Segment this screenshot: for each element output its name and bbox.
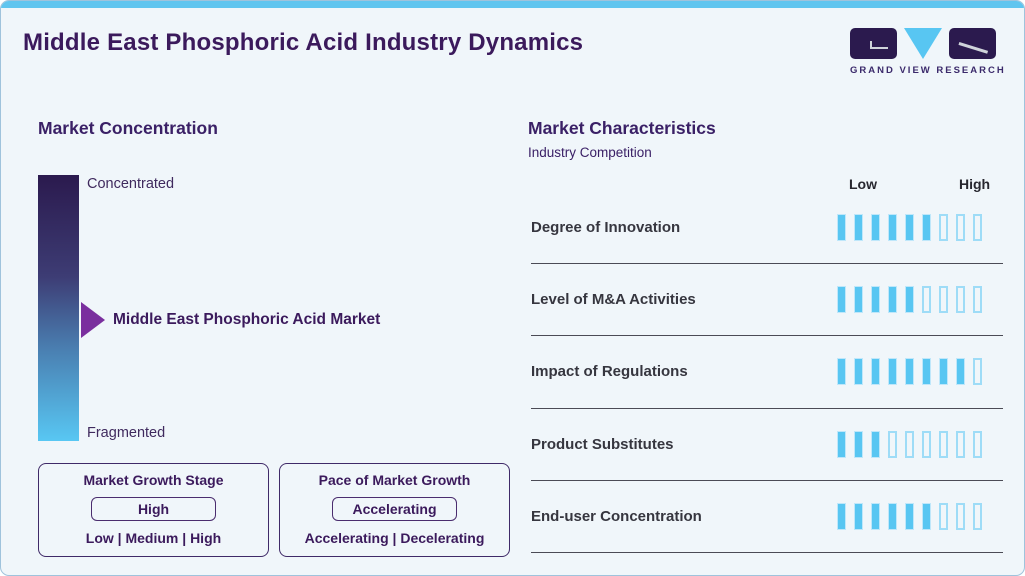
rating-ticks xyxy=(837,286,982,313)
characteristic-row xyxy=(531,336,1003,408)
rating-tick-filled xyxy=(888,358,897,385)
pace-of-growth-box xyxy=(279,463,510,557)
rating-tick-empty xyxy=(973,503,982,530)
rating-tick-filled xyxy=(854,286,863,313)
characteristic-row xyxy=(531,481,1003,553)
rating-tick-filled xyxy=(854,431,863,458)
growth-stage-options: Low | Medium | High xyxy=(85,530,222,546)
rating-tick-filled xyxy=(837,431,846,458)
concentration-gradient-bar xyxy=(38,175,79,441)
characteristic-label: Degree of Innovation xyxy=(531,219,681,237)
rating-tick-empty xyxy=(922,431,931,458)
rating-tick-empty xyxy=(922,286,931,313)
rating-tick-filled xyxy=(871,358,880,385)
rating-tick-filled xyxy=(956,358,965,385)
scale-low-label: Low xyxy=(849,176,877,192)
rating-tick-filled xyxy=(837,358,846,385)
scale-high-label: High xyxy=(959,176,991,192)
market-growth-stage-box xyxy=(38,463,269,557)
rating-ticks xyxy=(837,503,982,530)
rating-tick-filled xyxy=(854,503,863,530)
characteristic-label: Level of M&A Activities xyxy=(531,291,696,309)
fragmented-label: Fragmented xyxy=(87,425,166,441)
rating-ticks xyxy=(837,358,982,385)
rating-tick-filled xyxy=(837,286,846,313)
growth-stage-value: High xyxy=(91,497,216,521)
market-characteristics-heading: Market Characteristics xyxy=(528,118,716,138)
rating-tick-empty xyxy=(956,503,965,530)
rating-tick-filled xyxy=(905,286,914,313)
rating-tick-empty xyxy=(956,286,965,313)
rating-tick-filled xyxy=(922,358,931,385)
rating-tick-filled xyxy=(888,503,897,530)
rating-tick-filled xyxy=(871,503,880,530)
rating-tick-empty xyxy=(888,431,897,458)
characteristic-label: End-user Concentration xyxy=(531,507,702,525)
rating-tick-filled xyxy=(939,358,948,385)
rating-tick-empty xyxy=(956,431,965,458)
brand-logo xyxy=(850,28,1006,76)
characteristic-row xyxy=(531,264,1003,336)
rating-tick-filled xyxy=(905,358,914,385)
rating-tick-filled xyxy=(854,214,863,241)
rating-tick-filled xyxy=(905,503,914,530)
rating-ticks xyxy=(837,431,982,458)
rating-tick-empty xyxy=(939,214,948,241)
characteristic-label: Impact of Regulations xyxy=(531,363,688,381)
rating-tick-filled xyxy=(922,503,931,530)
characteristic-row xyxy=(531,409,1003,481)
characteristics-rows xyxy=(531,192,1003,553)
rating-tick-empty xyxy=(905,431,914,458)
logo-r-icon xyxy=(949,28,996,59)
rating-tick-empty xyxy=(973,358,982,385)
pace-title: Pace of Market Growth xyxy=(318,472,471,488)
rating-tick-filled xyxy=(922,214,931,241)
rating-tick-filled xyxy=(888,286,897,313)
rating-tick-filled xyxy=(871,431,880,458)
rating-tick-empty xyxy=(939,503,948,530)
market-concentration-heading: Market Concentration xyxy=(38,118,218,138)
rating-tick-empty xyxy=(939,431,948,458)
rating-tick-filled xyxy=(888,214,897,241)
pace-value: Accelerating xyxy=(332,497,457,521)
logo-g-icon xyxy=(850,28,897,59)
rating-tick-empty xyxy=(956,214,965,241)
market-pointer-label: Middle East Phosphoric Acid Market xyxy=(113,311,381,328)
rating-tick-filled xyxy=(871,286,880,313)
market-pointer-arrow-icon xyxy=(81,302,105,338)
industry-competition-subheading: Industry Competition xyxy=(528,145,652,160)
rating-ticks xyxy=(837,214,982,241)
concentrated-label: Concentrated xyxy=(87,176,175,192)
brand-name: GRAND VIEW RESEARCH xyxy=(850,65,1006,76)
rating-tick-filled xyxy=(837,503,846,530)
rating-tick-filled xyxy=(854,358,863,385)
rating-tick-empty xyxy=(973,214,982,241)
rating-tick-empty xyxy=(939,286,948,313)
logo-glyphs xyxy=(850,28,996,59)
characteristic-label: Product Substitutes xyxy=(531,435,674,453)
page-title: Middle East Phosphoric Acid Industry Dynamics xyxy=(23,29,584,56)
rating-tick-empty xyxy=(973,431,982,458)
rating-tick-filled xyxy=(837,214,846,241)
logo-v-icon xyxy=(904,28,942,59)
rating-tick-filled xyxy=(871,214,880,241)
rating-tick-empty xyxy=(973,286,982,313)
characteristic-row xyxy=(531,192,1003,264)
pace-options: Accelerating | Decelerating xyxy=(304,530,485,546)
growth-stage-title: Market Growth Stage xyxy=(83,472,224,488)
rating-tick-filled xyxy=(905,214,914,241)
top-accent-strip xyxy=(1,1,1024,8)
